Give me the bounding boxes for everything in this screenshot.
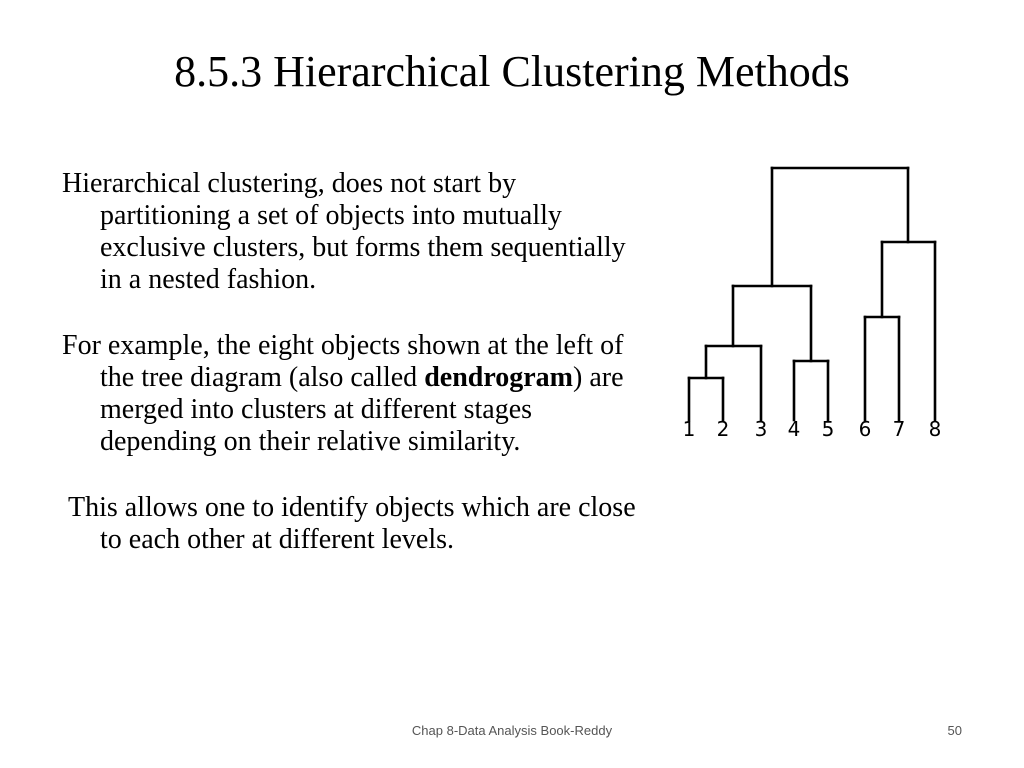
- leaf-label: 3: [754, 417, 768, 441]
- leaf-label: 2: [716, 417, 730, 441]
- paragraph-example-text-end: ) are merged into clusters at different stages depending on their relative similarity.: [100, 362, 624, 457]
- body-text: [62, 168, 637, 590]
- leaf-label: 6: [858, 417, 872, 441]
- leaf-label: 8: [928, 417, 942, 441]
- leaf-label: 5: [821, 417, 835, 441]
- paragraph-definition: Hierarchical clustering, does not start by partitioning a set of objects into mutually exclusive clusters, but forms them sequentially in a nested fashion.: [62, 168, 626, 295]
- dendrogram-diagram: [672, 158, 962, 448]
- paragraph-example-text-start: For example, the eight objects shown at the left of the tree diagram (also called: [62, 330, 624, 393]
- footer-source: Chap 8-Data Analysis Book-Reddy: [411, 723, 613, 738]
- leaf-label: 1: [682, 417, 696, 441]
- dendrogram-term: dendrogram: [424, 362, 574, 393]
- dendrogram-branches: [689, 168, 935, 420]
- leaf-labels: [683, 417, 942, 441]
- paragraph-purpose: This allows one to identify objects which are close to each other at different levels.: [68, 492, 636, 555]
- leaf-label: 7: [892, 417, 906, 441]
- paragraph-example: [62, 330, 637, 458]
- leaf-label: 4: [787, 417, 801, 441]
- page-number: 50: [947, 723, 962, 738]
- slide-title: 8.5.3 Hierarchical Clustering Methods: [174, 47, 850, 96]
